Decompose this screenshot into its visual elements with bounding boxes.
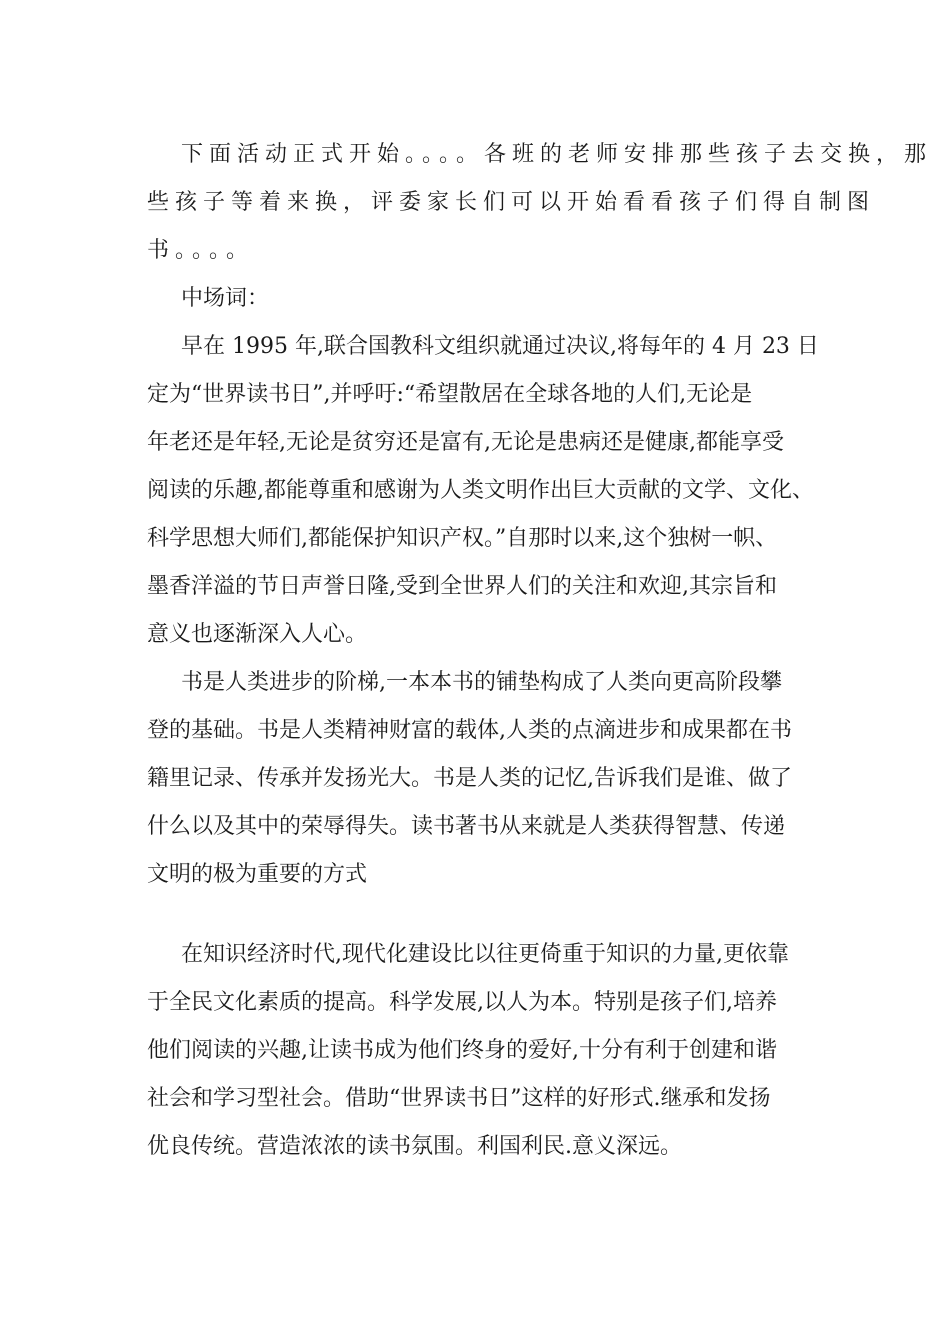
text-line: 优良传统。营造浓浓的读书氛围。利国利民.意义深远。: [147, 1134, 682, 1159]
paragraph-world-book-day: [147, 323, 827, 659]
text-line: 书。。。。: [147, 238, 255, 263]
text-line: 定为“世界读书日”,并呼吁:“希望散居在全球各地的人们,无论是: [147, 382, 753, 407]
text-line: 科学思想大师们,都能保护知识产权。”自那时以来,这个独树一帜、: [147, 526, 778, 551]
text-line: 墨香洋溢的节日声誉日隆,受到全世界人们的关注和欢迎,其宗旨和: [147, 574, 777, 599]
text-line: 年老还是年轻,无论是贫穷还是富有,无论是患病还是健康,都能享受: [147, 430, 784, 455]
text-line: 些孩子等着来换，评委家长们可以开始看看孩子们得自制图: [147, 190, 876, 215]
text-line: 早在 1995 年,联合国教科文组织就通过决议,将每年的 4 月 23 日: [181, 334, 819, 359]
text-line: 书是人类进步的阶梯,一本本书的铺垫构成了人类向更高阶段攀: [181, 670, 782, 695]
text-line: 阅读的乐趣,都能尊重和感谢为人类文明作出巨大贡献的文学、文化、: [147, 478, 814, 503]
text-line: 于全民文化素质的提高。科学发展,以人为本。特别是孩子们,培养: [147, 990, 777, 1015]
text-line: 在知识经济时代,现代化建设比以往更倚重于知识的力量,更依靠: [181, 942, 789, 967]
text-line: 社会和学习型社会。借助“世界读书日”这样的好形式.继承和发扬: [147, 1086, 771, 1111]
text-line: 他们阅读的兴趣,让读书成为他们终身的爱好,十分有利于创建和谐: [147, 1038, 777, 1063]
text-line: 下面活动正式开始。。。。各班的老师安排那些孩子去交换，那: [181, 142, 933, 167]
paragraph-activity-start: [147, 131, 933, 275]
text-line: 登的基础。书是人类精神财富的载体,人类的点滴进步和成果都在书: [147, 718, 792, 743]
text-line: 文明的极为重要的方式: [147, 862, 368, 887]
paragraph-intermission-heading: [147, 275, 827, 323]
text-line: 意义也逐渐深入人心。: [147, 622, 368, 647]
paragraph-books-ladder: [147, 659, 827, 899]
text-line: 籍里记录、传承并发扬光大。书是人类的记忆,告诉我们是谁、做了: [147, 766, 792, 791]
text-line: 中场词：: [181, 286, 270, 311]
paragraph-knowledge-economy: [147, 931, 827, 1171]
text-line: 什么以及其中的荣辱得失。读书著书从来就是人类获得智慧、传递: [147, 814, 786, 839]
